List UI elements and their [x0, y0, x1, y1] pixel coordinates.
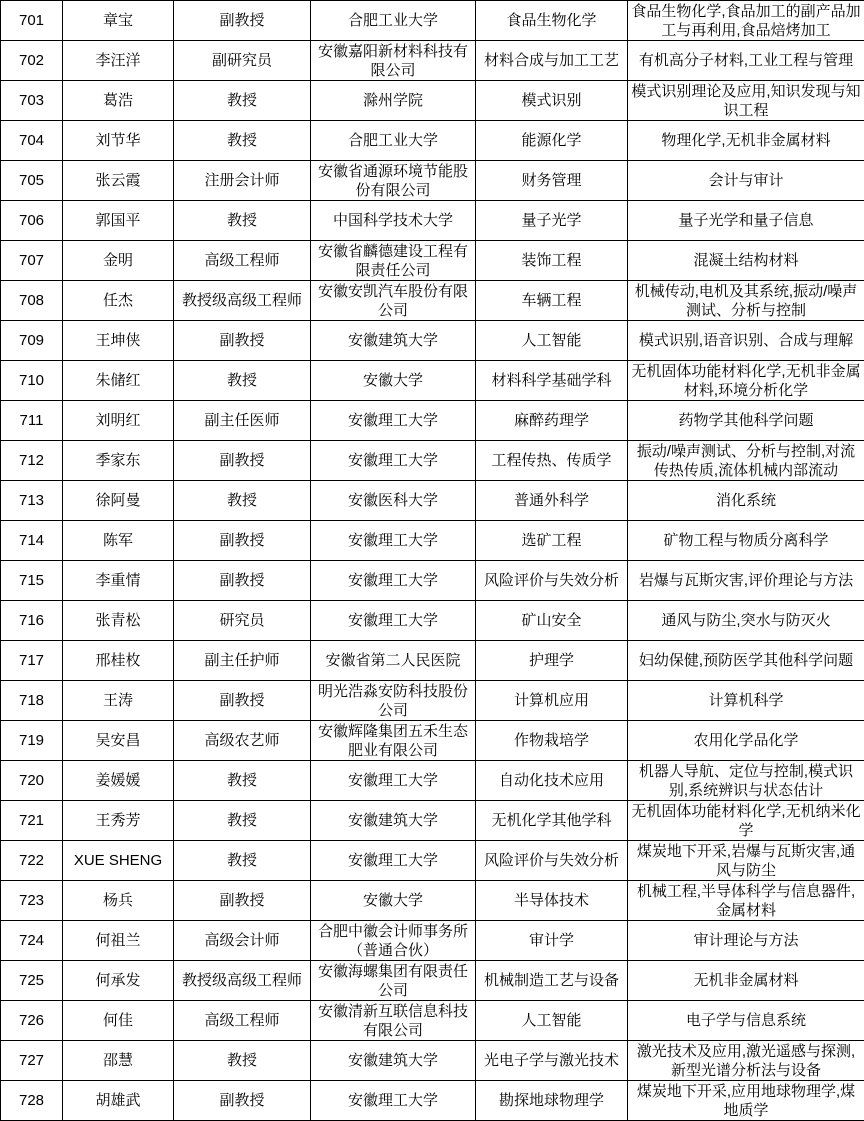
- cell-research-areas: 食品生物化学,食品加工的副产品加工与再利用,食品焙烤加工: [628, 1, 864, 41]
- cell-discipline-field: 机械制造工艺与设备: [476, 961, 628, 1001]
- cell-expert-name: 葛浩: [63, 81, 174, 121]
- table-row: [1, 841, 864, 881]
- table-row: [1, 921, 864, 961]
- cell-row-number: 722: [1, 841, 63, 881]
- cell-row-number: 723: [1, 881, 63, 921]
- cell-discipline-field: 量子光学: [476, 201, 628, 241]
- cell-professional-title: 教授: [174, 481, 311, 521]
- cell-institution: 安徽理工大学: [311, 761, 476, 801]
- table-row: [1, 1001, 864, 1041]
- cell-row-number: 704: [1, 121, 63, 161]
- cell-expert-name: 杨兵: [63, 881, 174, 921]
- table-row: [1, 361, 864, 401]
- cell-professional-title: 副研究员: [174, 41, 311, 81]
- cell-row-number: 720: [1, 761, 63, 801]
- cell-institution: 安徽建筑大学: [311, 801, 476, 841]
- table-row: [1, 241, 864, 281]
- cell-professional-title: 副教授: [174, 321, 311, 361]
- cell-discipline-field: 人工智能: [476, 1001, 628, 1041]
- cell-professional-title: 副教授: [174, 1, 311, 41]
- cell-expert-name: 朱储红: [63, 361, 174, 401]
- cell-discipline-field: 普通外科学: [476, 481, 628, 521]
- cell-discipline-field: 选矿工程: [476, 521, 628, 561]
- table-row: [1, 1, 864, 41]
- cell-discipline-field: 材料合成与加工工艺: [476, 41, 628, 81]
- table-row: [1, 81, 864, 121]
- cell-professional-title: 教授: [174, 841, 311, 881]
- cell-professional-title: 教授: [174, 361, 311, 401]
- cell-row-number: 721: [1, 801, 63, 841]
- table-row: [1, 201, 864, 241]
- cell-professional-title: 教授: [174, 1041, 311, 1081]
- table-row: [1, 881, 864, 921]
- cell-institution: 安徽嘉阳新材料科技有限公司: [311, 41, 476, 81]
- cell-institution: 安徽海螺集团有限责任公司: [311, 961, 476, 1001]
- cell-expert-name: 邵慧: [63, 1041, 174, 1081]
- cell-expert-name: 张云霞: [63, 161, 174, 201]
- cell-discipline-field: 车辆工程: [476, 281, 628, 321]
- table-row: [1, 41, 864, 81]
- cell-institution: 滁州学院: [311, 81, 476, 121]
- cell-institution: 安徽理工大学: [311, 601, 476, 641]
- cell-institution: 安徽省第二人民医院: [311, 641, 476, 681]
- cell-expert-name: 何祖兰: [63, 921, 174, 961]
- cell-discipline-field: 作物栽培学: [476, 721, 628, 761]
- cell-research-areas: 有机高分子材料,工业工程与管理: [628, 41, 864, 81]
- cell-institution: 安徽理工大学: [311, 521, 476, 561]
- cell-professional-title: 副教授: [174, 681, 311, 721]
- cell-discipline-field: 半导体技术: [476, 881, 628, 921]
- cell-research-areas: 矿物工程与物质分离科学: [628, 521, 864, 561]
- cell-discipline-field: 风险评价与失效分析: [476, 561, 628, 601]
- cell-institution: 安徽大学: [311, 361, 476, 401]
- cell-professional-title: 教授: [174, 81, 311, 121]
- cell-professional-title: 副主任护师: [174, 641, 311, 681]
- cell-research-areas: 机械传动,电机及其系统,振动/噪声测试、分析与控制: [628, 281, 864, 321]
- cell-expert-name: 胡雄武: [63, 1081, 174, 1121]
- table-row: [1, 1041, 864, 1081]
- cell-research-areas: 会计与审计: [628, 161, 864, 201]
- cell-discipline-field: 护理学: [476, 641, 628, 681]
- cell-research-areas: 消化系统: [628, 481, 864, 521]
- cell-expert-name: 章宝: [63, 1, 174, 41]
- cell-research-areas: 模式识别理论及应用,知识发现与知识工程: [628, 81, 864, 121]
- table-row: [1, 801, 864, 841]
- experts-table-body: [1, 1, 864, 1121]
- cell-row-number: 726: [1, 1001, 63, 1041]
- cell-institution: 安徽理工大学: [311, 841, 476, 881]
- cell-institution: 安徽理工大学: [311, 401, 476, 441]
- table-row: [1, 521, 864, 561]
- cell-row-number: 707: [1, 241, 63, 281]
- cell-row-number: 727: [1, 1041, 63, 1081]
- cell-discipline-field: 麻醉药理学: [476, 401, 628, 441]
- cell-institution: 安徽大学: [311, 881, 476, 921]
- cell-institution: 安徽理工大学: [311, 1081, 476, 1121]
- cell-discipline-field: 能源化学: [476, 121, 628, 161]
- cell-institution: 合肥中徽会计师事务所（普通合伙）: [311, 921, 476, 961]
- cell-expert-name: 李重情: [63, 561, 174, 601]
- table-row: [1, 401, 864, 441]
- table-row: [1, 761, 864, 801]
- cell-institution: 安徽建筑大学: [311, 321, 476, 361]
- cell-discipline-field: 装饰工程: [476, 241, 628, 281]
- cell-discipline-field: 审计学: [476, 921, 628, 961]
- cell-research-areas: 煤炭地下开采,岩爆与瓦斯灾害,通风与防尘: [628, 841, 864, 881]
- cell-row-number: 711: [1, 401, 63, 441]
- cell-professional-title: 教授: [174, 801, 311, 841]
- cell-professional-title: 副教授: [174, 441, 311, 481]
- table-row: [1, 681, 864, 721]
- cell-expert-name: 陈军: [63, 521, 174, 561]
- cell-discipline-field: 工程传热、传质学: [476, 441, 628, 481]
- cell-expert-name: 刘明红: [63, 401, 174, 441]
- cell-expert-name: XUE SHENG: [63, 841, 174, 881]
- cell-research-areas: 激光技术及应用,激光遥感与探测,新型光谱分析法与设备: [628, 1041, 864, 1081]
- cell-row-number: 728: [1, 1081, 63, 1121]
- cell-professional-title: 研究员: [174, 601, 311, 641]
- cell-professional-title: 教授: [174, 201, 311, 241]
- cell-research-areas: 无机固体功能材料化学,无机非金属材料,环境分析化学: [628, 361, 864, 401]
- table-row: [1, 281, 864, 321]
- cell-institution: 明光浩淼安防科技股份公司: [311, 681, 476, 721]
- cell-professional-title: 高级农艺师: [174, 721, 311, 761]
- cell-row-number: 705: [1, 161, 63, 201]
- cell-research-areas: 振动/噪声测试、分析与控制,对流传热传质,流体机械内部流动: [628, 441, 864, 481]
- table-row: [1, 641, 864, 681]
- cell-row-number: 716: [1, 601, 63, 641]
- table-row: [1, 601, 864, 641]
- cell-discipline-field: 模式识别: [476, 81, 628, 121]
- table-row: [1, 321, 864, 361]
- cell-research-areas: 混凝土结构材料: [628, 241, 864, 281]
- cell-institution: 安徽辉隆集团五禾生态肥业有限公司: [311, 721, 476, 761]
- cell-expert-name: 吴安昌: [63, 721, 174, 761]
- cell-institution: 安徽理工大学: [311, 561, 476, 601]
- cell-research-areas: 机器人导航、定位与控制,模式识别,系统辨识与状态估计: [628, 761, 864, 801]
- cell-row-number: 702: [1, 41, 63, 81]
- table-row: [1, 161, 864, 201]
- cell-institution: 合肥工业大学: [311, 121, 476, 161]
- cell-row-number: 713: [1, 481, 63, 521]
- cell-professional-title: 注册会计师: [174, 161, 311, 201]
- cell-research-areas: 电子学与信息系统: [628, 1001, 864, 1041]
- cell-research-areas: 农用化学品化学: [628, 721, 864, 761]
- cell-expert-name: 邢桂枚: [63, 641, 174, 681]
- cell-research-areas: 药物学其他科学问题: [628, 401, 864, 441]
- cell-research-areas: 审计理论与方法: [628, 921, 864, 961]
- cell-discipline-field: 无机化学其他学科: [476, 801, 628, 841]
- cell-research-areas: 无机固体功能材料化学,无机纳米化学: [628, 801, 864, 841]
- cell-row-number: 709: [1, 321, 63, 361]
- table-row: [1, 561, 864, 601]
- cell-research-areas: 妇幼保健,预防医学其他科学问题: [628, 641, 864, 681]
- cell-row-number: 703: [1, 81, 63, 121]
- cell-discipline-field: 风险评价与失效分析: [476, 841, 628, 881]
- cell-professional-title: 高级工程师: [174, 241, 311, 281]
- cell-discipline-field: 食品生物化学: [476, 1, 628, 41]
- cell-expert-name: 姜媛媛: [63, 761, 174, 801]
- cell-row-number: 718: [1, 681, 63, 721]
- cell-professional-title: 教授: [174, 121, 311, 161]
- cell-research-areas: 模式识别,语音识别、合成与理解: [628, 321, 864, 361]
- table-row: [1, 481, 864, 521]
- cell-professional-title: 教授级高级工程师: [174, 281, 311, 321]
- cell-row-number: 719: [1, 721, 63, 761]
- cell-discipline-field: 勘探地球物理学: [476, 1081, 628, 1121]
- cell-row-number: 701: [1, 1, 63, 41]
- cell-expert-name: 任杰: [63, 281, 174, 321]
- cell-professional-title: 副教授: [174, 1081, 311, 1121]
- cell-expert-name: 王涛: [63, 681, 174, 721]
- cell-institution: 中国科学技术大学: [311, 201, 476, 241]
- cell-expert-name: 李汪洋: [63, 41, 174, 81]
- cell-expert-name: 金明: [63, 241, 174, 281]
- cell-professional-title: 高级会计师: [174, 921, 311, 961]
- table-row: [1, 441, 864, 481]
- cell-expert-name: 何承发: [63, 961, 174, 1001]
- cell-discipline-field: 光电子学与激光技术: [476, 1041, 628, 1081]
- cell-expert-name: 刘节华: [63, 121, 174, 161]
- cell-discipline-field: 材料科学基础学科: [476, 361, 628, 401]
- cell-institution: 合肥工业大学: [311, 1, 476, 41]
- cell-row-number: 725: [1, 961, 63, 1001]
- cell-row-number: 715: [1, 561, 63, 601]
- table-row: [1, 121, 864, 161]
- cell-research-areas: 煤炭地下开采,应用地球物理学,煤地质学: [628, 1081, 864, 1121]
- cell-institution: 安徽安凯汽车股份有限公司: [311, 281, 476, 321]
- cell-row-number: 714: [1, 521, 63, 561]
- cell-research-areas: 无机非金属材料: [628, 961, 864, 1001]
- cell-expert-name: 王坤侠: [63, 321, 174, 361]
- cell-institution: 安徽清新互联信息科技有限公司: [311, 1001, 476, 1041]
- cell-research-areas: 通风与防尘,突水与防灭火: [628, 601, 864, 641]
- cell-research-areas: 计算机科学: [628, 681, 864, 721]
- cell-expert-name: 郭国平: [63, 201, 174, 241]
- cell-institution: 安徽省麟德建设工程有限责任公司: [311, 241, 476, 281]
- cell-institution: 安徽理工大学: [311, 441, 476, 481]
- cell-professional-title: 副教授: [174, 881, 311, 921]
- cell-row-number: 712: [1, 441, 63, 481]
- cell-professional-title: 教授: [174, 761, 311, 801]
- cell-research-areas: 物理化学,无机非金属材料: [628, 121, 864, 161]
- cell-discipline-field: 计算机应用: [476, 681, 628, 721]
- cell-row-number: 717: [1, 641, 63, 681]
- cell-institution: 安徽医科大学: [311, 481, 476, 521]
- cell-expert-name: 张青松: [63, 601, 174, 641]
- cell-discipline-field: 矿山安全: [476, 601, 628, 641]
- cell-professional-title: 副教授: [174, 561, 311, 601]
- cell-research-areas: 岩爆与瓦斯灾害,评价理论与方法: [628, 561, 864, 601]
- cell-professional-title: 副主任医师: [174, 401, 311, 441]
- cell-institution: 安徽建筑大学: [311, 1041, 476, 1081]
- cell-professional-title: 副教授: [174, 521, 311, 561]
- cell-research-areas: 机械工程,半导体科学与信息器件,金属材料: [628, 881, 864, 921]
- cell-expert-name: 何佳: [63, 1001, 174, 1041]
- table-row: [1, 961, 864, 1001]
- cell-expert-name: 季家东: [63, 441, 174, 481]
- cell-research-areas: 量子光学和量子信息: [628, 201, 864, 241]
- cell-professional-title: 高级工程师: [174, 1001, 311, 1041]
- cell-discipline-field: 人工智能: [476, 321, 628, 361]
- table-row: [1, 1081, 864, 1121]
- cell-discipline-field: 自动化技术应用: [476, 761, 628, 801]
- table-row: [1, 721, 864, 761]
- cell-expert-name: 王秀芳: [63, 801, 174, 841]
- cell-discipline-field: 财务管理: [476, 161, 628, 201]
- cell-institution: 安徽省通源环境节能股份有限公司: [311, 161, 476, 201]
- cell-row-number: 706: [1, 201, 63, 241]
- cell-row-number: 708: [1, 281, 63, 321]
- cell-row-number: 710: [1, 361, 63, 401]
- cell-row-number: 724: [1, 921, 63, 961]
- cell-professional-title: 教授级高级工程师: [174, 961, 311, 1001]
- cell-expert-name: 徐阿曼: [63, 481, 174, 521]
